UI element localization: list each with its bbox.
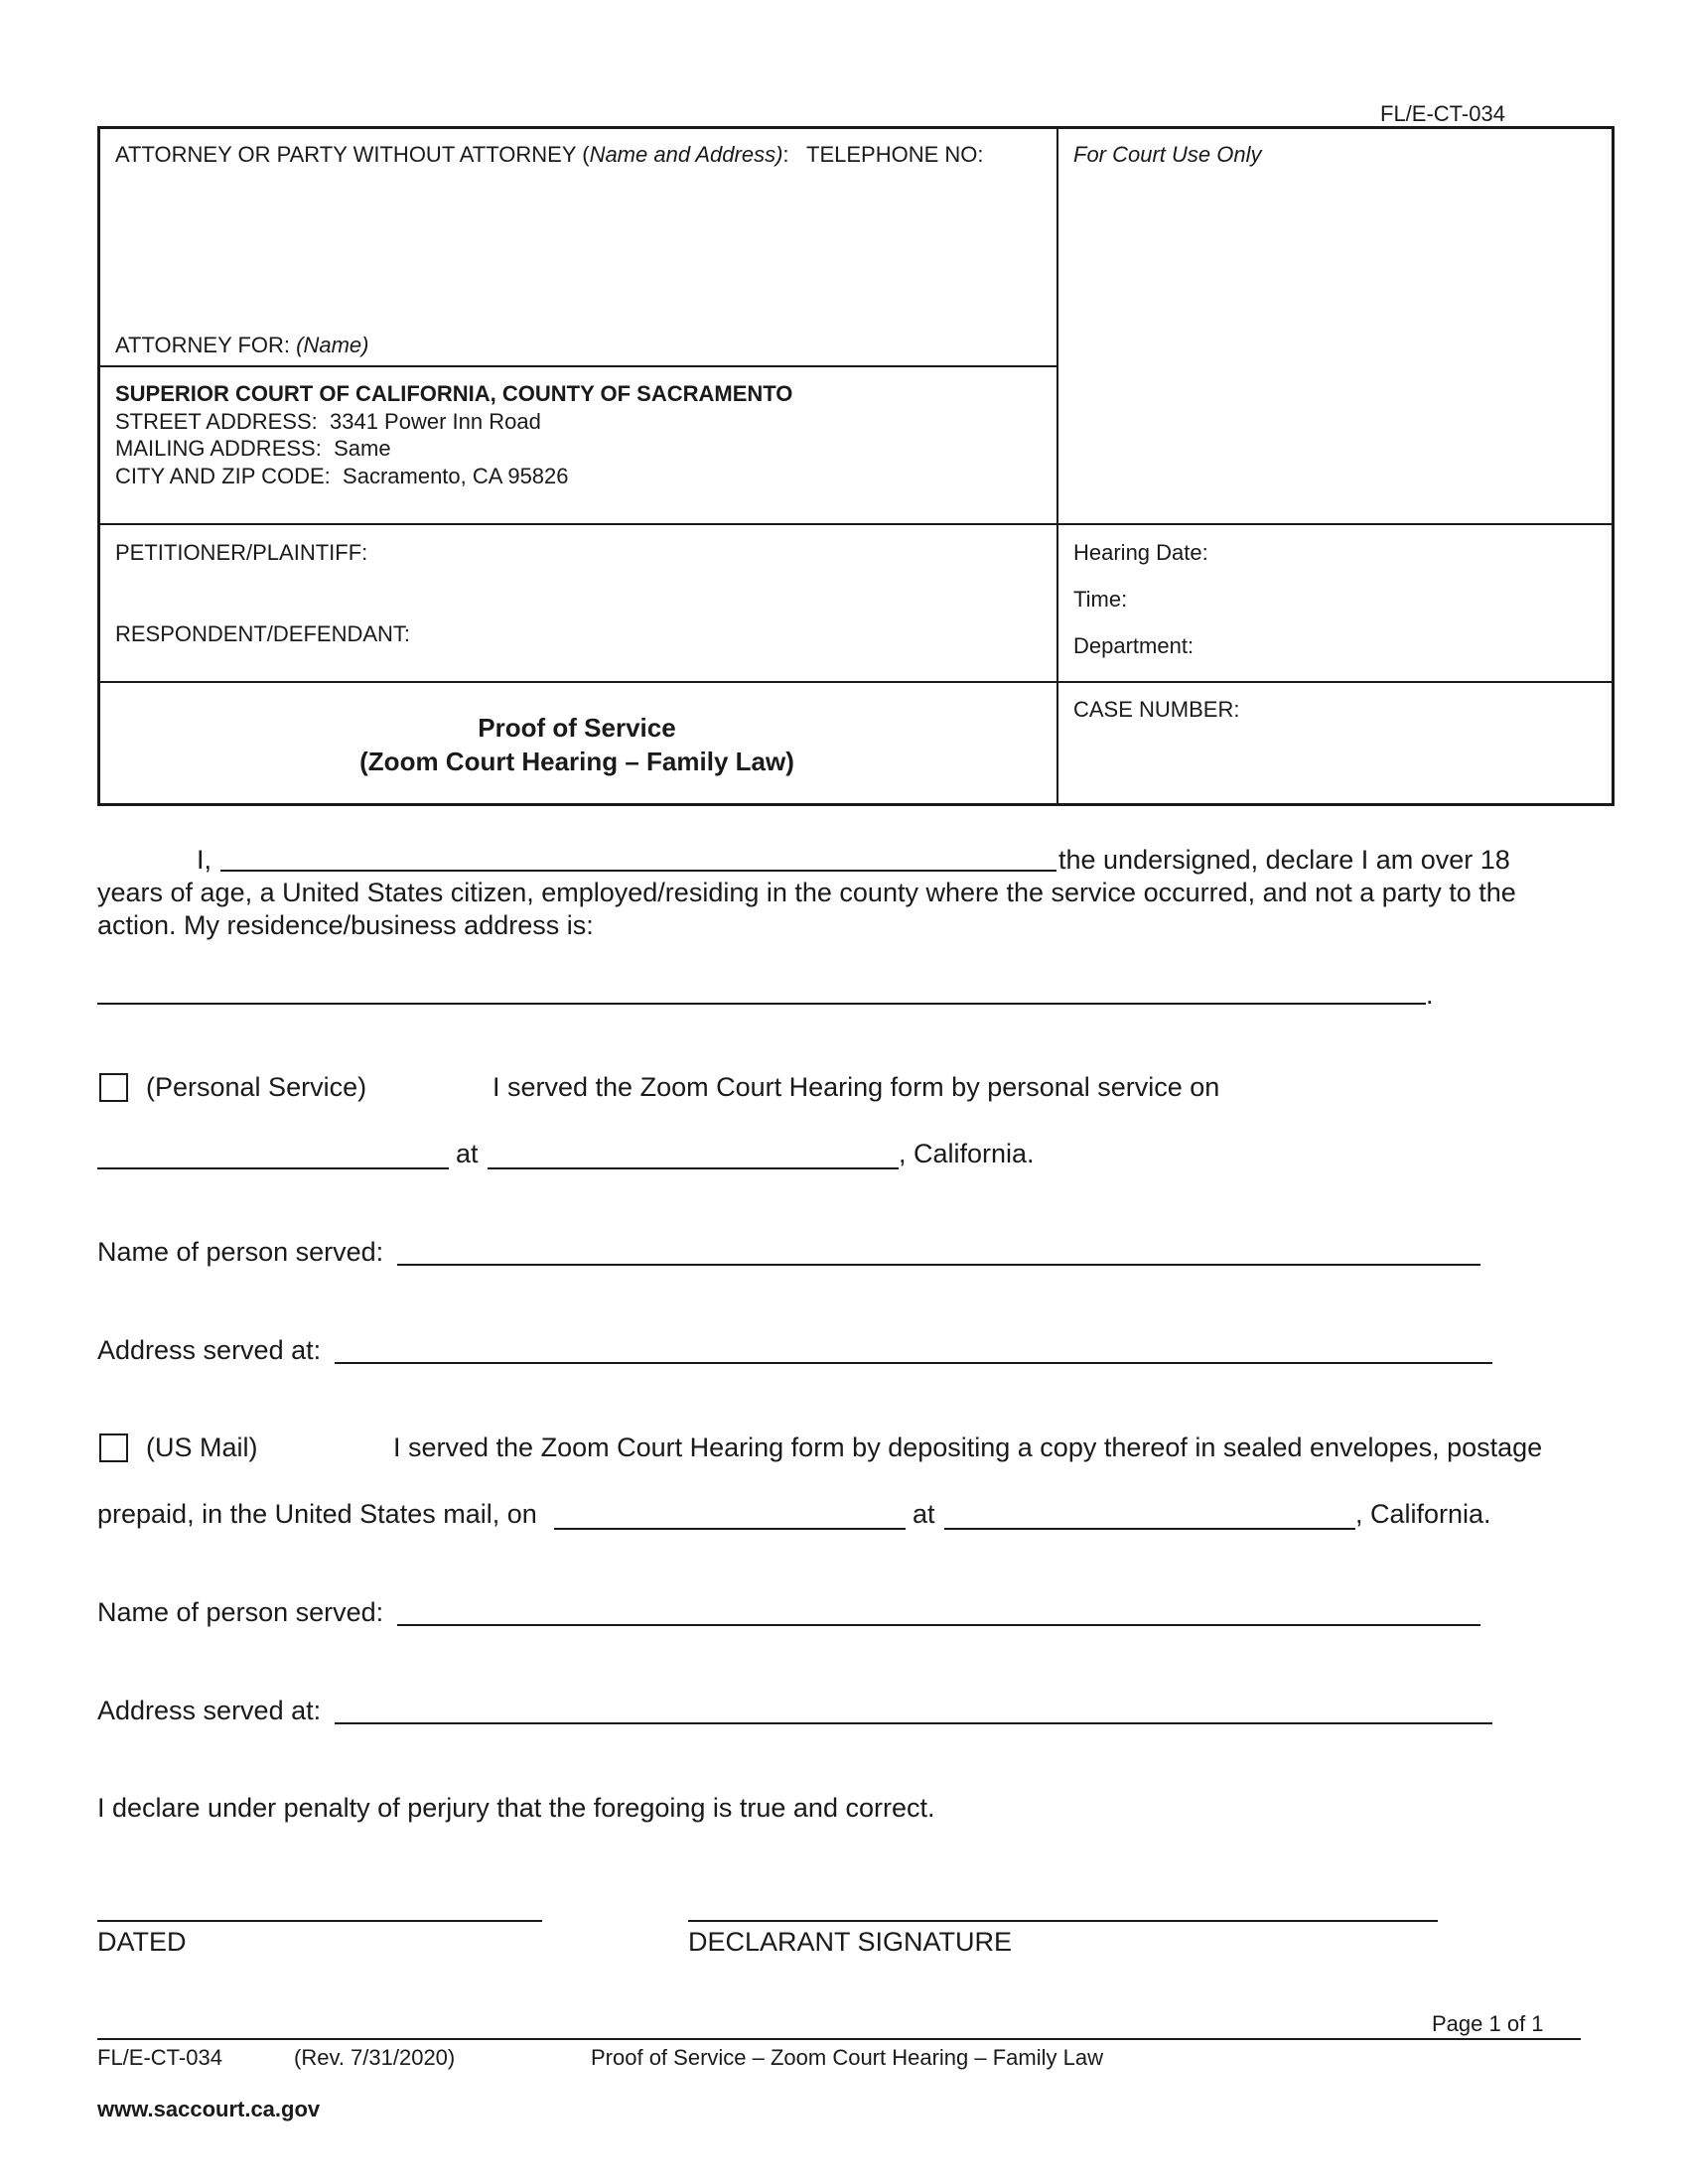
personal-service-label: (Personal Service) (146, 1072, 367, 1102)
mail-address-label: Address served at: (97, 1696, 322, 1725)
declaration-line-3: action. My residence/business address is: (97, 910, 594, 940)
department-label: Department: (1073, 633, 1195, 658)
declarant-name-line[interactable] (220, 870, 1056, 872)
us-mail-text: I served the Zoom Court Hearing form by depositing a copy thereof in sealed envelopes, postage (393, 1433, 1543, 1462)
declaration-intro: the undersigned, declare I am over 18 (1058, 845, 1510, 875)
personal-service-checkbox[interactable] (99, 1073, 128, 1102)
mailing-address: MAILING ADDRESS: Same (115, 436, 391, 461)
mail-name-line[interactable] (397, 1624, 1480, 1626)
form-id-top: FL/E-CT-034 (1380, 101, 1505, 126)
city-zip: CITY AND ZIP CODE: Sacramento, CA 95826 (115, 464, 569, 488)
declaration-line-2: years of age, a United States citizen, employed/residing in the county where the service occurred, and not a party to the (97, 878, 1516, 907)
time-label: Time: (1073, 587, 1128, 612)
attorney-for-label: ATTORNEY FOR: (Name) (115, 333, 369, 357)
form-title (97, 711, 1056, 778)
personal-name-line[interactable] (397, 1264, 1480, 1266)
period: . (1426, 980, 1434, 1010)
footer-title: Proof of Service – Zoom Court Hearing – Family Law (591, 2045, 1103, 2070)
personal-service-at: at (456, 1139, 479, 1168)
us-mail-at: at (913, 1499, 935, 1529)
dated-label: DATED (97, 1927, 187, 1957)
personal-address-line[interactable] (335, 1362, 1492, 1364)
caption-divider-1 (97, 365, 1057, 367)
page-number: Page 1 of 1 (1432, 2011, 1544, 2036)
personal-name-label: Name of person served: (97, 1237, 384, 1267)
mail-name-label: Name of person served: (97, 1597, 384, 1627)
caption-divider-2 (97, 523, 1615, 525)
declaration-i: I, (197, 845, 212, 875)
respondent-label: RESPONDENT/DEFENDANT: (115, 621, 411, 646)
court-use-label: For Court Use Only (1073, 142, 1262, 167)
petitioner-label: PETITIONER/PLAINTIFF: (115, 540, 368, 565)
us-mail-checkbox[interactable] (99, 1433, 128, 1462)
caption-divider-3 (97, 681, 1615, 683)
declarant-signature-label: DECLARANT SIGNATURE (688, 1927, 1013, 1957)
residence-address-line[interactable] (97, 1003, 1426, 1005)
title-line-2: (Zoom Court Hearing – Family Law) (359, 747, 794, 776)
us-mail-location-line[interactable] (944, 1528, 1355, 1530)
telephone-label: TELEPHONE NO: (806, 142, 984, 167)
us-mail-california: , California. (1355, 1499, 1491, 1529)
caption-vertical-divider (1056, 126, 1058, 806)
mail-address-line[interactable] (335, 1722, 1492, 1724)
title-line-1: Proof of Service (478, 713, 676, 743)
us-mail-date-line[interactable] (554, 1528, 906, 1530)
personal-service-location-line[interactable] (488, 1167, 899, 1169)
signature-line[interactable] (688, 1920, 1438, 1922)
personal-address-label: Address served at: (97, 1335, 322, 1365)
footer-website[interactable]: www.saccourt.ca.gov (97, 2097, 321, 2121)
us-mail-label: (US Mail) (146, 1433, 258, 1462)
personal-service-text: I served the Zoom Court Hearing form by personal service on (492, 1072, 1220, 1102)
footer-rule (97, 2038, 1581, 2040)
personal-service-california: , California. (899, 1139, 1035, 1168)
footer-revision: (Rev. 7/31/2020) (294, 2045, 456, 2070)
perjury-statement: I declare under penalty of perjury that the foregoing is true and correct. (97, 1793, 935, 1823)
personal-service-date-line[interactable] (97, 1167, 449, 1169)
footer-form-id: FL/E-CT-034 (97, 2045, 222, 2070)
attorney-label: ATTORNEY OR PARTY WITHOUT ATTORNEY (Name and Address): (115, 142, 789, 167)
hearing-date-label: Hearing Date: (1073, 540, 1208, 565)
us-mail-line-2: prepaid, in the United States mail, on (97, 1499, 537, 1529)
street-address: STREET ADDRESS: 3341 Power Inn Road (115, 409, 541, 434)
court-name: SUPERIOR COURT OF CALIFORNIA, COUNTY OF SACRAMENTO (115, 381, 793, 406)
dated-line[interactable] (97, 1920, 542, 1922)
case-number-label: CASE NUMBER: (1073, 697, 1240, 722)
